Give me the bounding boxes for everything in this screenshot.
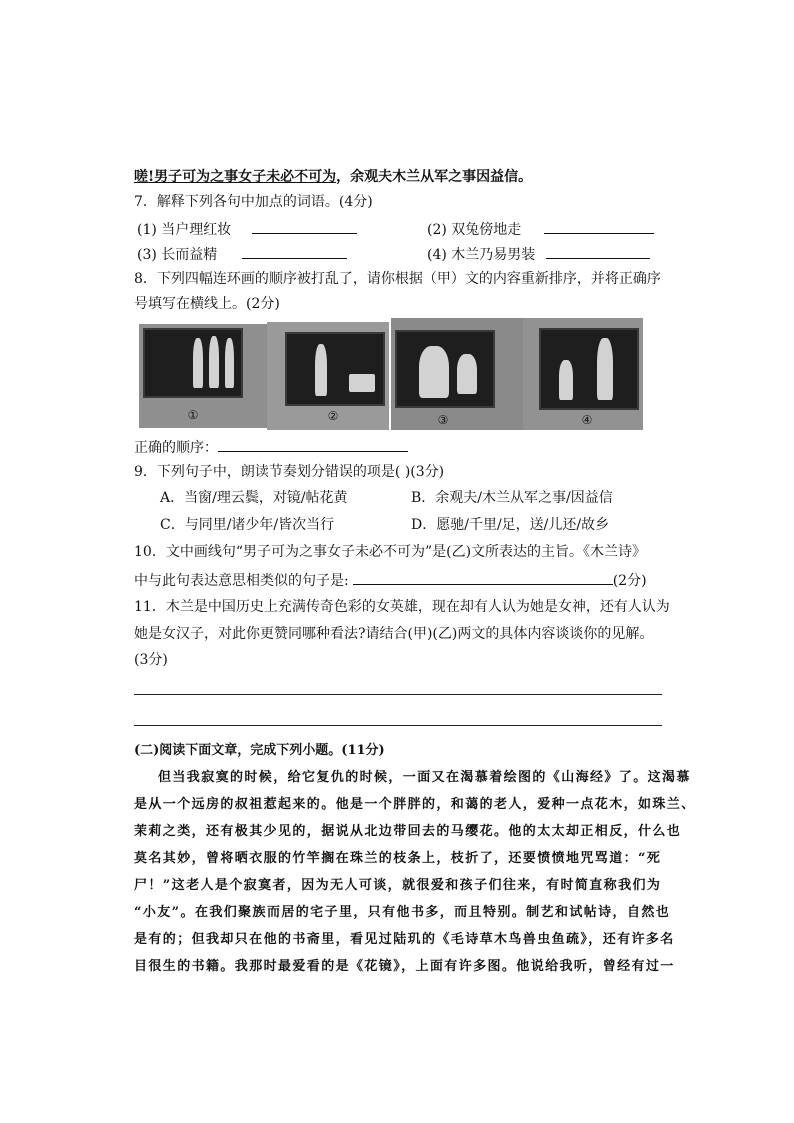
q10-answer-blank[interactable] bbox=[353, 570, 613, 585]
q7-item-4 bbox=[427, 244, 650, 264]
comic-panel-2-image bbox=[285, 332, 385, 406]
comic-panel-4-image bbox=[539, 328, 639, 410]
comic-panel-4-number: ④ bbox=[581, 413, 593, 427]
q11-answer-line-1[interactable] bbox=[134, 694, 662, 695]
passage-line-7: 是有的；但我却只在他的书斋里，看见过陆玑的《毛诗草木鸟兽虫鱼疏》，还有许多名 bbox=[134, 932, 675, 947]
q7-item-1 bbox=[137, 219, 357, 239]
q11-line3: (3分) bbox=[134, 652, 168, 668]
q10-line2-prefix: 中与此句表达意思相类似的句子是: bbox=[134, 573, 349, 589]
q7-answer-2[interactable] bbox=[544, 219, 654, 234]
comic-strip bbox=[139, 318, 643, 430]
q10-line2-suffix: (2分) bbox=[612, 573, 647, 589]
q9-option-b: B．余观夫/木兰从军之事/因益信 bbox=[411, 490, 613, 506]
q7-item-2 bbox=[427, 219, 654, 239]
passage-line-3: 茉莉之类，还有极其少见的，据说从北边带回去的马缨花。他的太太却正相反，什么也 bbox=[134, 824, 682, 839]
q7-item-1-text: (1) 当户理红妆 bbox=[137, 222, 232, 238]
q9-option-c: C．与同里/诸少年/皆次当行 bbox=[160, 517, 335, 533]
q7-answer-3[interactable] bbox=[242, 244, 347, 259]
figure-shape bbox=[597, 338, 613, 400]
comic-panel-3-number: ③ bbox=[437, 413, 449, 427]
intro-line bbox=[134, 168, 532, 186]
q7-item-2-text: (2) 双兔傍地走 bbox=[427, 222, 522, 238]
q11-line1: 11．木兰是中国历史上充满传奇色彩的女英雄，现在却有人认为她是女神，还有人认为 bbox=[134, 599, 670, 615]
passage-line-5: 尸！”这老人是个寂寞者，因为无人可谈，就很爱和孩子们往来，有时简直称我们为 bbox=[134, 878, 662, 893]
q8-title-line2: 号填写在横线上。(2分) bbox=[134, 296, 280, 312]
passage-line-2: 是从一个远房的叔祖惹起来的。他是一个胖胖的，和蔼的老人，爱种一点花木，如珠兰、 bbox=[134, 797, 696, 812]
q7-answer-4[interactable] bbox=[546, 244, 650, 259]
q10-line1: 10．文中画线句“男子可为之事女子未必不可为”是(乙)文所表达的主旨。《木兰诗》 bbox=[134, 544, 647, 560]
q7-answer-1[interactable] bbox=[252, 219, 357, 234]
figure-shape bbox=[457, 354, 477, 394]
passage-line-4: 莫名其妙，曾将晒衣服的竹竿搁在珠兰的枝条上，枝折了，还要愤愤地咒骂道：“死 bbox=[134, 851, 662, 866]
q7-item-3 bbox=[137, 244, 347, 264]
figure-shape bbox=[193, 338, 203, 388]
passage-line-6: “小友”。在我们聚族而居的宅子里，只有他书多，而且特别。制艺和试帖诗，自然也 bbox=[134, 905, 671, 920]
q8-answer-blank[interactable] bbox=[218, 437, 408, 452]
comic-panel-4 bbox=[523, 318, 643, 430]
passage-line-8: 目很生的书籍。我那时最爱看的是《花镜》，上面有许多图。他说给我听，曾经有过一 bbox=[134, 959, 675, 974]
underlined-sentence: 嗟!男子可为之事女子未必不可为 bbox=[134, 169, 337, 185]
q9-title: 9．下列句子中，朗读节奏划分错误的项是( )(3分) bbox=[134, 464, 445, 480]
comic-panel-3 bbox=[391, 318, 523, 430]
intro-line-rest: ，余观夫木兰从军之事因益信。 bbox=[336, 169, 533, 185]
comic-panel-3-image bbox=[395, 330, 495, 408]
q7-item-4-text: (4) 木兰乃易男装 bbox=[427, 247, 536, 263]
comic-panel-2 bbox=[267, 322, 389, 430]
figure-shape bbox=[419, 346, 449, 398]
q9-option-d: D．愿驰/千里/足，送/儿还/故乡 bbox=[411, 517, 610, 533]
figure-shape bbox=[225, 338, 234, 388]
q11-line2: 她是女汉子，对此你更赞同哪种看法?请结合(甲)(乙)两文的具体内容谈谈你的见解。 bbox=[134, 626, 654, 642]
q7-item-3-text: (3) 长而益精 bbox=[137, 247, 218, 263]
comic-panel-2-number: ② bbox=[327, 409, 339, 423]
q8-title-line1: 8．下列四幅连环画的顺序被打乱了，请你根据（甲）文的内容重新排序，并将正确序 bbox=[134, 271, 661, 287]
figure-shape bbox=[209, 336, 219, 388]
q9-option-a: A．当窗/理云鬓，对镜/帖花黄 bbox=[160, 490, 348, 506]
section2-title: (二)阅读下面文章，完成下列小题。(11分) bbox=[134, 743, 385, 758]
passage-line-1: 但当我寂寞的时候，给它复仇的时候，一面又在渴慕着绘图的《山海经》了。这渴慕 bbox=[158, 770, 691, 785]
q10-line2 bbox=[134, 570, 647, 590]
comic-panel-1 bbox=[139, 324, 267, 428]
q11-answer-line-2[interactable] bbox=[134, 725, 662, 726]
q8-answer-row bbox=[134, 437, 408, 457]
q8-answer-label: 正确的顺序： bbox=[134, 440, 218, 456]
figure-shape bbox=[315, 344, 327, 396]
q7-title: 7．解释下列各句中加点的词语。(4分) bbox=[134, 194, 373, 210]
loom-shape bbox=[349, 374, 375, 392]
figure-shape bbox=[559, 360, 573, 400]
comic-panel-1-image bbox=[143, 328, 243, 398]
comic-panel-1-number: ① bbox=[187, 408, 199, 422]
